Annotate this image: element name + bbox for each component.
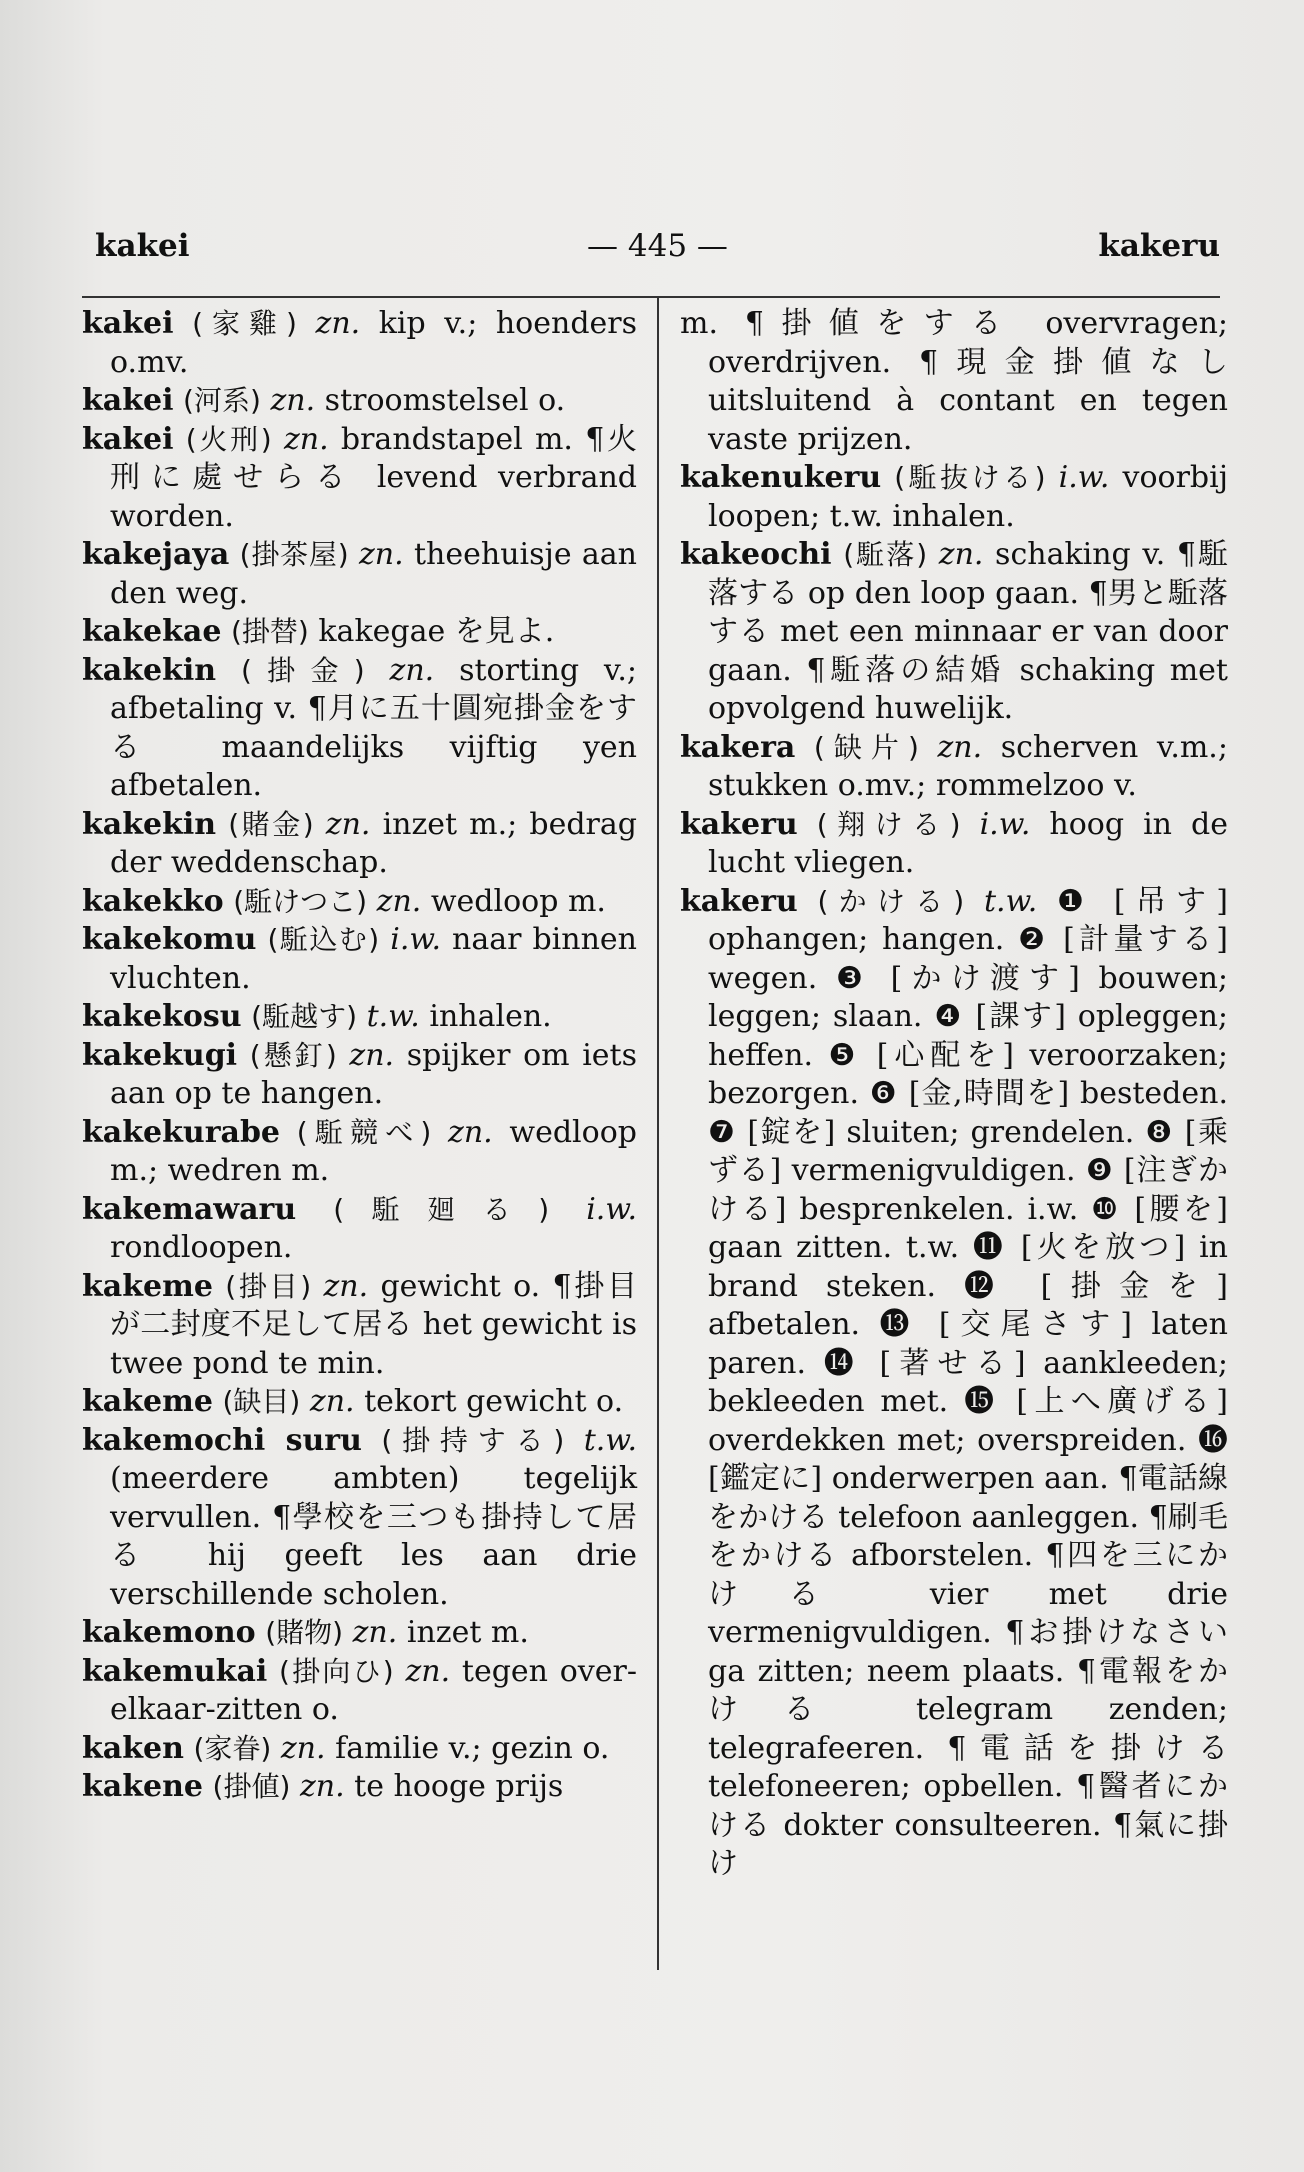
kanji-spelling: (缺目)	[222, 1385, 301, 1418]
grammar-tag: zn.	[309, 1384, 355, 1419]
headword: kakei	[82, 383, 174, 418]
grammar-tag: zn.	[937, 729, 983, 765]
headword: kakei	[82, 421, 174, 457]
definition: wedloop m.; wedren m.	[110, 1114, 637, 1188]
kanji-spelling: (河系)	[183, 384, 261, 417]
grammar-tag: t.w.	[984, 883, 1038, 919]
kanji-spelling: (駈越す)	[251, 1000, 358, 1033]
grammar-tag: t.w.	[583, 1422, 637, 1458]
header-rule	[82, 296, 1220, 298]
definition: inhalen.	[429, 999, 552, 1034]
grammar-tag: i.w.	[1058, 460, 1110, 495]
grammar-tag: zn.	[283, 421, 329, 457]
definition: wedloop m.	[430, 883, 606, 919]
grammar-tag: i.w.	[586, 1191, 637, 1227]
dictionary-entry	[82, 921, 637, 998]
dictionary-entry	[82, 382, 637, 421]
headword: kakeochi	[680, 537, 832, 572]
grammar-tag: zn.	[938, 537, 984, 572]
definition: scherven v.m.; stukken o.mv.; rommelzoo v.	[708, 729, 1228, 803]
kanji-spelling: (家眷)	[193, 1731, 272, 1765]
definition: gewicht o. ¶掛目が二封度不足して居る het gewicht is twee pond te min.	[110, 1268, 637, 1381]
dictionary-entry	[82, 1653, 637, 1730]
grammar-tag: zn.	[376, 883, 422, 919]
kanji-spelling: (懸釘)	[249, 1038, 337, 1072]
kanji-spelling: (掛金)	[240, 653, 365, 687]
dictionary-entry	[82, 613, 637, 652]
definition: rondloopen.	[110, 1230, 293, 1265]
definition: naar binnen vluchten.	[110, 922, 637, 996]
definition: ❶ [吊す] ophangen; hangen. ❷ [計量する] wegen. ❸ [かけ渡す] bouwen; leggen; slaan. ❹ [課す] opleggen; heffen. ❺ [心配を] veroorzaken; bezorgen. ❻ [金,時間を] besteden. ❼ [錠を] sluiten; grendelen. ❽ [乘ずる] vermenigvuldigen. ❾ [注ぎかける] besprenkelen. i.w. ❿ [腰を] gaan zitten. t.w. ⓫ [火を放つ] in brand steken. ⓬ [掛金を] afbetalen. ⓭ [交尾さす] laten paren. ⓮ [著せる] aankleeden; bekleeden met. ⓯ [上へ廣げる] overdekken met; overspreiden. ⓰ [鑑定に] onderwerpen aan. ¶電話線をかける telefoon aanleggen. ¶刷毛をかける afborstelen. ¶四を三にかける vier met drie vermenigvuldigen. ¶お掛けなさい ga zitten; neem plaats. ¶電報をかける telegram zenden; telegrafeeren. ¶電話を掛ける telefoneeren; opbellen. ¶醫者にかける dokter consulteeren. ¶氣に掛け	[708, 883, 1228, 1881]
definition: theehuisje aan den weg.	[110, 537, 637, 611]
headword: kakene	[82, 1769, 203, 1804]
kanji-spelling: (掛向ひ)	[279, 1654, 394, 1688]
dictionary-entry	[82, 1114, 637, 1191]
headword: kakeru	[680, 806, 798, 842]
kanji-spelling: (掛持する)	[381, 1423, 565, 1457]
definition: kakegae を見よ.	[318, 614, 555, 649]
dictionary-entry	[82, 1268, 637, 1384]
dictionary-entry	[680, 806, 1228, 883]
headword: kakekosu	[82, 999, 242, 1034]
page-header	[95, 228, 1220, 278]
dictionary-entry	[82, 1422, 637, 1615]
grammar-tag: zn.	[358, 537, 404, 572]
definition: tekort gewicht o.	[364, 1384, 624, 1419]
kanji-spelling: (駈抜ける)	[894, 461, 1046, 494]
kanji-spelling: (賭物)	[265, 1616, 344, 1649]
definition: m. ¶掛値をする overvragen; overdrijven. ¶現金掛値なし uitsluitend à contant en tegen vaste prijzen.	[680, 306, 1228, 457]
page-number: — 445 —	[587, 228, 728, 264]
kanji-spelling: (駈廻る)	[333, 1192, 550, 1226]
definition: tegen over-elkaar-zitten o.	[110, 1653, 637, 1727]
definition: stroomstelsel o.	[324, 383, 566, 418]
headword: kakemukai	[82, 1653, 268, 1689]
definition: storting v.; afbetaling v. ¶月に五十圓宛掛金をする maandelijks vijftig yen afbetalen.	[110, 652, 637, 803]
definition: kip v.; hoenders o.mv.	[110, 306, 638, 380]
dictionary-entry	[680, 729, 1228, 806]
grammar-tag: t.w.	[366, 999, 420, 1034]
dictionary-entry	[680, 459, 1228, 536]
kanji-spelling: (掛目)	[225, 1269, 312, 1303]
definition: hoog in de lucht vliegen.	[708, 806, 1228, 880]
definition: (meerdere ambten) tegelijk vervullen. ¶學校を三つも掛持して居る hij geeft les aan drie verschillende scholen.	[110, 1461, 637, 1612]
kanji-spelling: (翔ける)	[816, 807, 961, 841]
left-column	[82, 305, 637, 1807]
headword: kakekin	[82, 806, 217, 842]
grammar-tag: zn.	[352, 1615, 398, 1650]
dictionary-entry	[680, 883, 1228, 1884]
grammar-tag: zn.	[323, 1268, 369, 1304]
dictionary-entry	[82, 1037, 637, 1114]
headword: kakekugi	[82, 1037, 238, 1073]
grammar-tag: zn.	[448, 1114, 493, 1150]
grammar-tag: zn.	[270, 383, 316, 418]
headword: kakera	[680, 729, 796, 765]
definition: schaking v. ¶駈落する op den loop gaan. ¶男と駈落する met een minnaar er van door gaan. ¶駈落の結婚 schaking met opvolgend huwelijk.	[708, 537, 1228, 726]
definition: familie v.; gezin o.	[335, 1730, 610, 1766]
headword: kakeme	[82, 1384, 213, 1419]
dictionary-entry	[82, 1191, 637, 1268]
kanji-spelling: (かける)	[817, 884, 965, 918]
column-divider	[657, 298, 659, 1970]
dictionary-entry	[82, 305, 637, 382]
dictionary-entry	[82, 806, 637, 883]
dictionary-entry	[82, 1768, 637, 1807]
dictionary-entry	[680, 536, 1228, 729]
dictionary-entry	[680, 305, 1228, 459]
dictionary-entry	[82, 1730, 637, 1769]
kanji-spelling: (掛値)	[212, 1770, 291, 1803]
headword: kakei	[82, 306, 174, 341]
kanji-spelling: (火刑)	[185, 422, 272, 456]
kanji-spelling: (駈競べ)	[296, 1115, 432, 1149]
headword: kakekko	[82, 883, 224, 919]
kanji-spelling: (駈けつこ)	[233, 884, 368, 918]
definition: te hooge prijs	[354, 1769, 564, 1804]
headword: kakeru	[680, 883, 798, 919]
definition: voorbij loopen; t.w. inhalen.	[708, 460, 1229, 534]
kanji-spelling: (掛替)	[230, 615, 309, 648]
dictionary-entry	[82, 421, 637, 537]
kanji-spelling: (家雞)	[192, 307, 297, 340]
dictionary-entry	[82, 1383, 637, 1422]
grammar-tag: zn.	[315, 306, 361, 341]
grammar-tag: zn.	[389, 652, 435, 688]
dictionary-entry	[82, 883, 637, 922]
dictionary-entry	[82, 652, 637, 806]
grammar-tag: zn.	[405, 1653, 451, 1689]
kanji-spelling: (缺片)	[813, 730, 919, 764]
headword: kakemochi suru	[82, 1422, 362, 1458]
kanji-spelling: (駈込む)	[267, 923, 380, 956]
grammar-tag: zn.	[325, 806, 371, 842]
grammar-tag: zn.	[299, 1769, 345, 1804]
headword: kakeme	[82, 1268, 213, 1304]
dictionary-entry	[82, 1614, 637, 1653]
grammar-tag: zn.	[349, 1037, 395, 1073]
kanji-spelling: (駈落)	[843, 538, 928, 571]
right-column	[680, 305, 1228, 1884]
kanji-spelling: (賭金)	[228, 807, 314, 841]
headword: kakejaya	[82, 537, 230, 572]
grammar-tag: i.w.	[979, 806, 1031, 842]
headword: kakekae	[82, 614, 222, 649]
definition: inzet m.	[406, 1615, 529, 1650]
header-left-guideword: kakei	[95, 228, 190, 264]
grammar-tag: i.w.	[390, 922, 442, 957]
definition: inzet m.; bedrag der weddenschap.	[110, 806, 637, 880]
definition: spijker om iets aan op te hangen.	[110, 1037, 638, 1111]
headword: kakekomu	[82, 922, 257, 957]
headword: kaken	[82, 1730, 184, 1766]
definition: brandstapel m. ¶火刑に處せらる levend verbrand worden.	[110, 421, 637, 534]
grammar-tag: zn.	[280, 1730, 326, 1766]
headword: kakekin	[82, 652, 217, 688]
headword: kakemawaru	[82, 1191, 297, 1227]
dictionary-entry	[82, 998, 637, 1037]
header-right-guideword: kakeru	[1098, 228, 1220, 264]
headword: kakenukeru	[680, 460, 882, 495]
headword: kakemono	[82, 1615, 256, 1650]
dictionary-entry	[82, 536, 637, 613]
kanji-spelling: (掛茶屋)	[239, 538, 349, 571]
headword: kakekurabe	[82, 1114, 281, 1150]
